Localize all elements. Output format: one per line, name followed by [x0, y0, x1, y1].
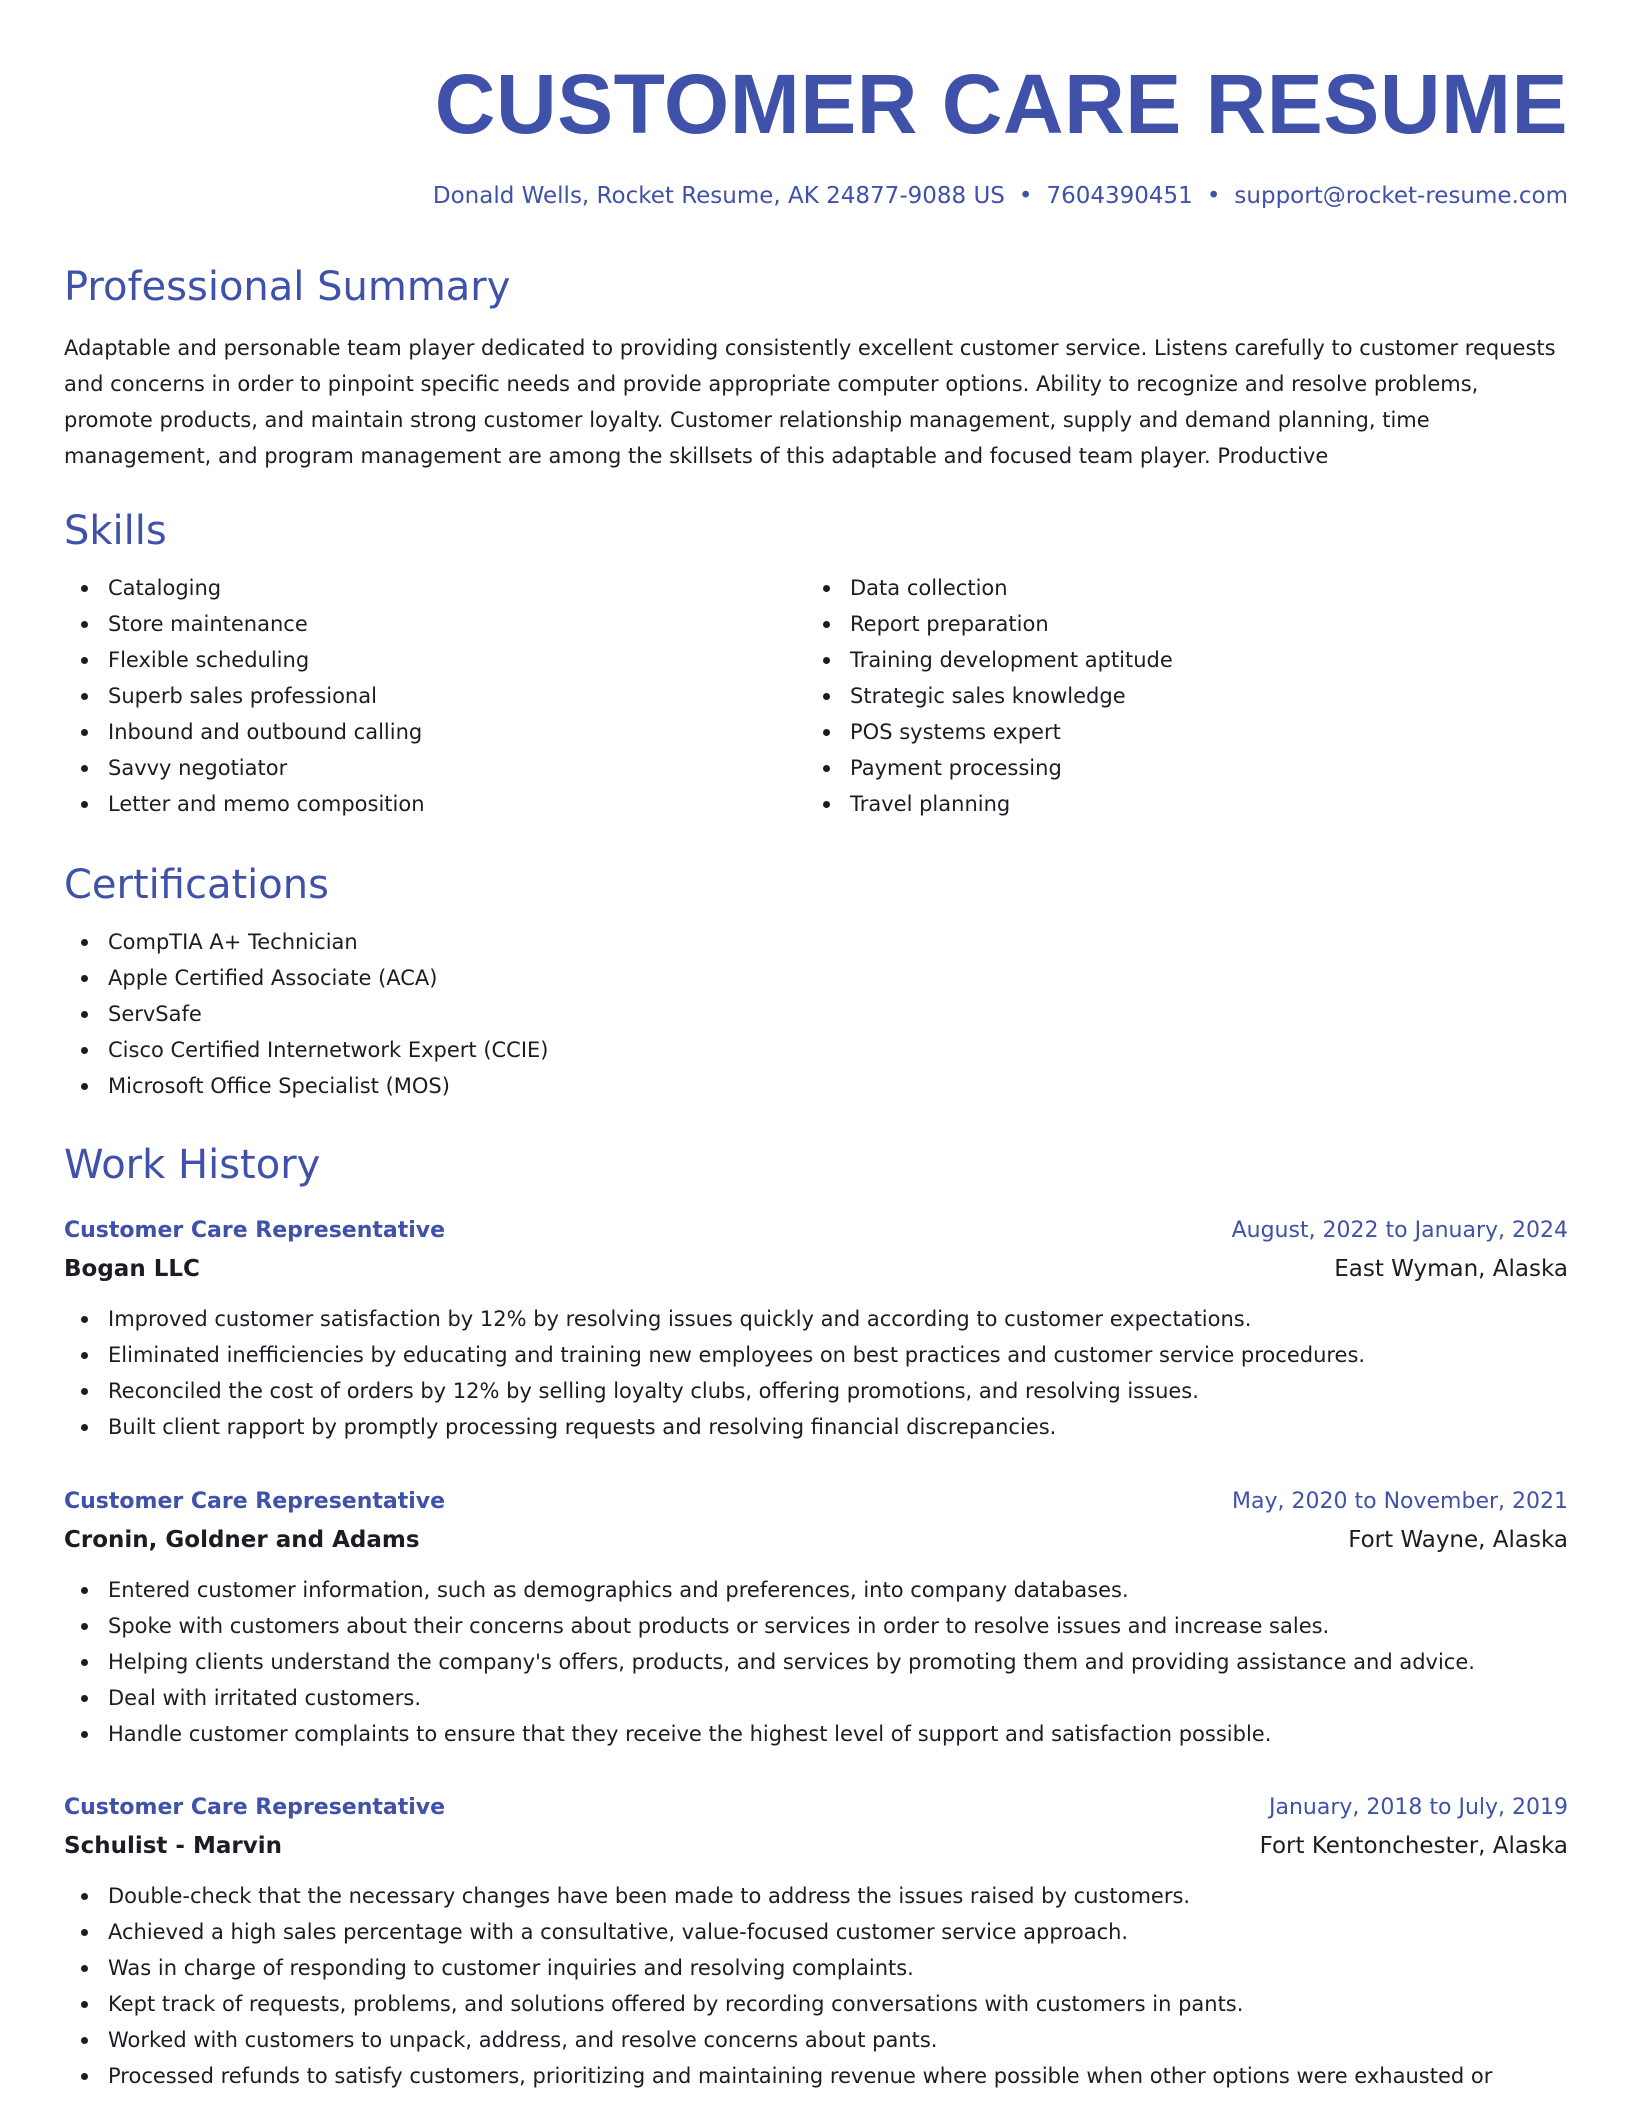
- job-location: Fort Kentonchester, Alaska: [1259, 1833, 1568, 1859]
- job-dates: January, 2018 to July, 2019: [1269, 1795, 1568, 1820]
- job-bullet: Entered customer information, such as demographics and preferences, into company databases.: [64, 1572, 1568, 1608]
- skills-heading: Skills: [64, 508, 167, 554]
- job-bullet: Processed refunds to satisfy customers, prioritizing and maintaining revenue where possible when other options were exhausted or: [64, 2058, 1568, 2094]
- contact-line: [433, 180, 1568, 212]
- work-history-section: [64, 1140, 1568, 1190]
- job-company-row: [64, 1826, 1568, 1866]
- skill-item: Strategic sales knowledge: [806, 678, 1548, 714]
- job-title: Customer Care Representative: [64, 1795, 446, 1820]
- skills-list-right: [806, 570, 1548, 822]
- skill-item: Savvy negotiator: [64, 750, 806, 786]
- job-company: Cronin, Goldner and Adams: [64, 1527, 420, 1553]
- job-bullet: Eliminated inefficiencies by educating and training new employees on best practices and customer service procedures.: [64, 1337, 1568, 1373]
- job-company-row: [64, 1520, 1568, 1560]
- job-entry: [64, 1484, 1568, 1752]
- job-location: East Wyman, Alaska: [1334, 1256, 1568, 1282]
- contact-separator: •: [1206, 183, 1221, 209]
- job-dates: August, 2022 to January, 2024: [1231, 1218, 1568, 1243]
- resume-page: [64, 0, 1568, 2112]
- skill-item: Flexible scheduling: [64, 642, 806, 678]
- job-dates: May, 2020 to November, 2021: [1232, 1489, 1568, 1514]
- job-bullet: Spoke with customers about their concerns about products or services in order to resolve issues and increase sales.: [64, 1608, 1568, 1644]
- job-company-row: [64, 1249, 1568, 1289]
- certification-item: Apple Certified Associate (ACA): [64, 960, 1568, 996]
- job-header-row: [64, 1790, 1568, 1826]
- resume-title: CUSTOMER CARE RESUME: [434, 57, 1568, 151]
- job-bullets: [64, 1878, 1568, 2094]
- job-title: Customer Care Representative: [64, 1489, 446, 1514]
- job-bullets: [64, 1301, 1568, 1445]
- job-header-row: [64, 1213, 1568, 1249]
- certification-item: Microsoft Office Specialist (MOS): [64, 1068, 1568, 1104]
- skills-section: [64, 506, 1568, 822]
- contact-phone: 7604390451: [1046, 183, 1193, 209]
- certifications-list: [64, 924, 1568, 1104]
- job-bullets: [64, 1572, 1568, 1752]
- job-bullet: Reconciled the cost of orders by 12% by selling loyalty clubs, offering promotions, and resolving issues.: [64, 1373, 1568, 1409]
- skill-item: Letter and memo composition: [64, 786, 806, 822]
- contact-email[interactable]: support@rocket-resume.com: [1234, 183, 1568, 209]
- summary-text: Adaptable and personable team player dedicated to providing consistently excellent customer service. Listens carefully to customer requests and concerns in order to pinpoint specific needs and provide appropriate computer options. Ability to recognize and resolve problems, promote products, and maintain strong customer loyalty. Customer relationship management, supply and demand planning, time management, and program management are among the skillsets of this adaptable and focused team player. Productive: [64, 336, 1556, 468]
- certification-item: ServSafe: [64, 996, 1568, 1032]
- job-company: Schulist - Marvin: [64, 1833, 282, 1859]
- job-location: Fort Wayne, Alaska: [1348, 1527, 1568, 1553]
- summary-heading: Professional Summary: [64, 264, 511, 310]
- job-header-row: [64, 1484, 1568, 1520]
- skill-item: Payment processing: [806, 750, 1548, 786]
- job-bullet: Helping clients understand the company's offers, products, and services by promoting them and providing assistance and advice.: [64, 1644, 1568, 1680]
- skill-item: Store maintenance: [64, 606, 806, 642]
- job-entry: [64, 1213, 1568, 1445]
- job-title: Customer Care Representative: [64, 1218, 446, 1243]
- skill-item: POS systems expert: [806, 714, 1548, 750]
- summary-section: [64, 262, 1568, 474]
- contact-separator: •: [1018, 183, 1033, 209]
- skill-item: Superb sales professional: [64, 678, 806, 714]
- job-bullet: Handle customer complaints to ensure that they receive the highest level of support and satisfaction possible.: [64, 1716, 1568, 1752]
- job-company: Bogan LLC: [64, 1256, 200, 1282]
- job-bullet: Was in charge of responding to customer inquiries and resolving complaints.: [64, 1950, 1568, 1986]
- job-entry: [64, 1790, 1568, 2094]
- skill-item: Data collection: [806, 570, 1548, 606]
- job-bullet: Improved customer satisfaction by 12% by resolving issues quickly and according to customer expectations.: [64, 1301, 1568, 1337]
- skill-item: Report preparation: [806, 606, 1548, 642]
- skill-item: Inbound and outbound calling: [64, 714, 806, 750]
- skill-item: Training development aptitude: [806, 642, 1548, 678]
- certification-item: CompTIA A+ Technician: [64, 924, 1568, 960]
- skill-item: Cataloging: [64, 570, 806, 606]
- job-bullet: Achieved a high sales percentage with a consultative, value-focused customer service approach.: [64, 1914, 1568, 1950]
- skills-list-left: [64, 570, 806, 822]
- job-bullet: Kept track of requests, problems, and solutions offered by recording conversations with customers in pants.: [64, 1986, 1568, 2022]
- job-bullet: Worked with customers to unpack, address, and resolve concerns about pants.: [64, 2022, 1568, 2058]
- skills-columns: [64, 570, 1568, 822]
- certification-item: Cisco Certified Internetwork Expert (CCIE): [64, 1032, 1568, 1068]
- work-history-heading: Work History: [64, 1142, 321, 1188]
- skill-item: Travel planning: [806, 786, 1548, 822]
- certifications-heading: Certifications: [64, 862, 329, 908]
- job-bullet: Built client rapport by promptly processing requests and resolving financial discrepancies.: [64, 1409, 1568, 1445]
- job-bullet: Deal with irritated customers.: [64, 1680, 1568, 1716]
- job-bullet: Double-check that the necessary changes have been made to address the issues raised by customers.: [64, 1878, 1568, 1914]
- contact-address: Donald Wells, Rocket Resume, AK 24877-9088 US: [432, 183, 1005, 209]
- certifications-section: [64, 860, 1568, 1104]
